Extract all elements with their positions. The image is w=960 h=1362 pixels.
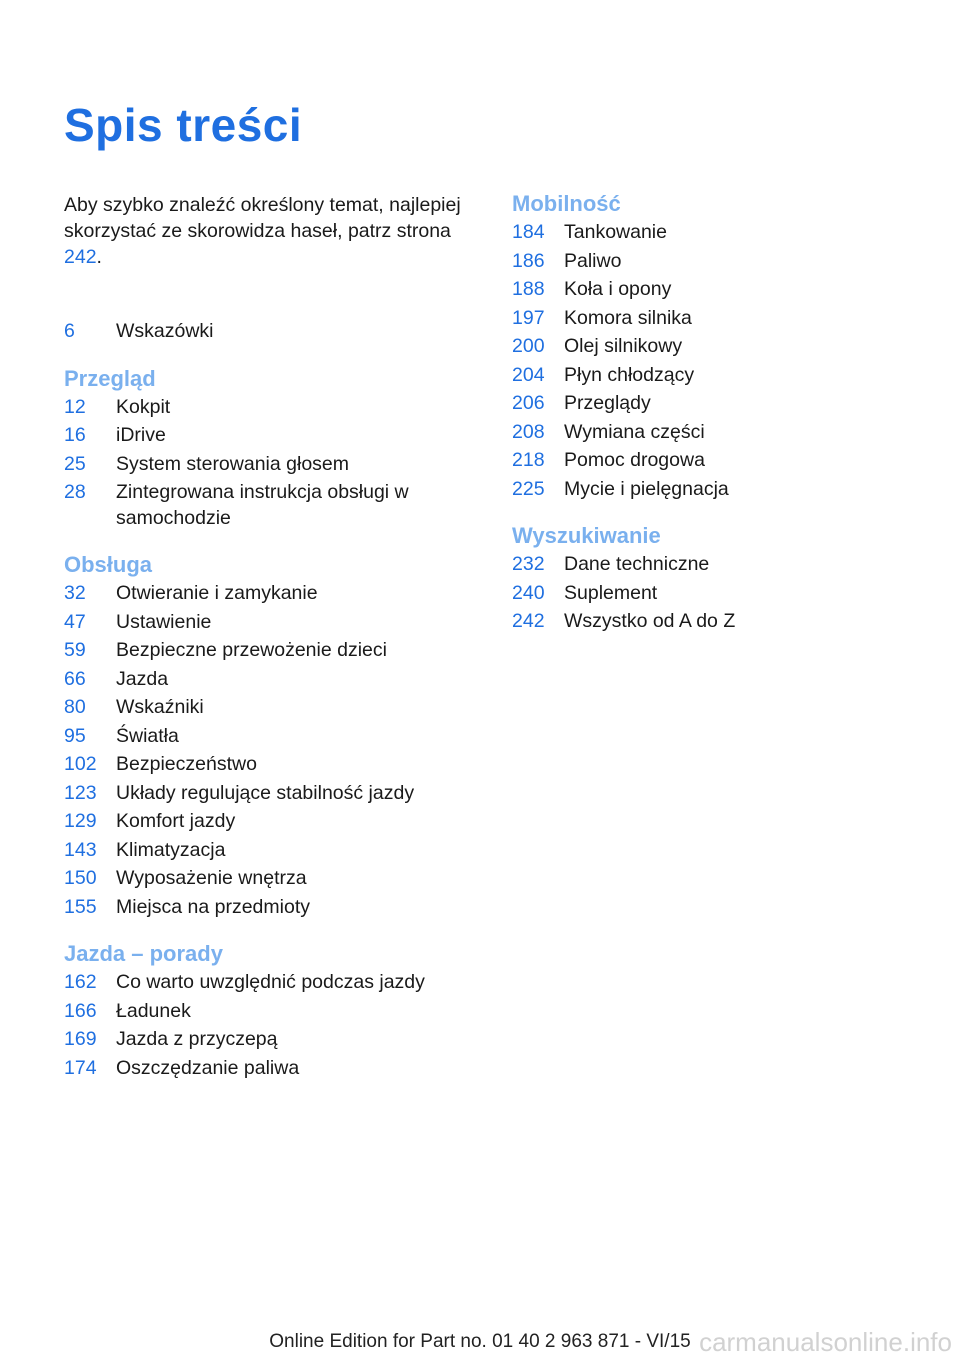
toc-page-number: 218 [512,449,545,471]
toc-page-number: 232 [512,553,545,575]
toc-entry[interactable] [512,391,932,417]
toc-entry[interactable] [64,638,484,664]
toc-entry-title: Wskaźniki [116,696,204,718]
toc-entry-title: Pomoc drogowa [564,449,705,471]
toc-entry-title: Płyn chłodzący [564,363,695,386]
toc-entry-title: System sterowania głosem [116,452,350,475]
toc-page-number: 206 [512,392,545,414]
toc-entry-title: Ustawienie [116,610,212,633]
toc-left-sections [64,365,484,1082]
toc-page-number: 25 [64,452,86,475]
toc-entry[interactable] [64,999,484,1025]
toc-page-number: 12 [64,395,86,418]
toc-entry[interactable] [64,1056,484,1082]
toc-entry-title: Miejsca na przedmioty [116,895,310,918]
toc-right-column [512,190,932,638]
toc-left-column [64,319,484,1084]
toc-entry[interactable] [512,448,932,474]
page-title: Spis treści [64,99,303,151]
toc-page-number: 32 [64,582,86,604]
toc-entry-title: Kokpit [116,395,171,418]
toc-page-number: 188 [512,278,545,300]
toc-entry-title: Wymiana części [564,420,705,443]
toc-entry[interactable] [512,363,932,389]
toc-entry[interactable] [64,452,484,478]
toc-entry-title: Klimatyzacja [116,838,226,861]
toc-entry-title: Mycie i pielęgnacja [564,477,729,500]
toc-entry-title: Otwieranie i zamykanie [116,582,318,604]
toc-entry-title: Zintegrowana instrukcja obsługi w samochodzie [116,481,409,529]
toc-entry[interactable] [64,395,484,421]
toc-entry-title: Oszczędzanie paliwa [116,1056,300,1079]
toc-entry[interactable] [512,306,932,332]
toc-page-number: 16 [64,424,86,446]
toc-entry[interactable] [64,667,484,693]
toc-entry[interactable] [64,480,484,531]
section-heading: Jazda – porady [64,941,223,966]
toc-entry[interactable] [512,581,932,607]
toc-page-number: 169 [64,1028,97,1050]
toc-entry[interactable] [64,581,484,607]
toc-page-number: 197 [512,306,545,329]
toc-page-number: 28 [64,481,86,503]
toc-page-number: 208 [512,420,545,443]
toc-entry-title: Wskazówki [116,320,214,342]
toc-entry-title: Układy regulujące stabilność jazdy [116,781,415,804]
toc-entry[interactable] [512,609,932,635]
toc-entry[interactable] [64,1027,484,1053]
toc-entry[interactable] [512,334,932,360]
toc-entry-title: Komora silnika [564,306,692,329]
toc-entry[interactable] [64,423,484,449]
toc-page-number: 204 [512,363,545,386]
toc-entry-title: Dane techniczne [564,553,710,575]
toc-entry[interactable] [64,809,484,835]
toc-entry-title: Komfort jazdy [116,810,236,832]
footer-edition: Online Edition for Part no. 01 40 2 963 871 - VI/15 [269,1331,691,1352]
watermark: carmanualsonline.info [699,1327,952,1357]
toc-page-number: 200 [512,335,545,357]
toc-entry[interactable] [64,752,484,778]
index-page-link[interactable]: 242 [64,246,97,268]
toc-page-number: 174 [64,1056,97,1079]
section-heading: Wyszukiwanie [512,523,661,548]
toc-entry-title: Bezpieczne przewożenie dzieci [116,639,387,661]
toc-entry[interactable] [512,477,932,503]
toc-page-number: 240 [512,581,545,604]
toc-entry-title: Bezpieczeństwo [116,753,257,775]
toc-entry[interactable] [64,695,484,721]
toc-entry[interactable] [64,866,484,892]
toc-entry-title: Wszystko od A do Z [564,610,736,632]
toc-entry[interactable] [64,610,484,636]
toc-entry-title: Światła [116,724,179,747]
toc-entry-title: Ładunek [116,999,191,1022]
toc-page-number: 186 [512,249,545,272]
toc-page-number: 150 [64,867,97,889]
toc-page-number: 59 [64,639,86,661]
toc-page-number: 6 [64,320,75,342]
toc-entry-title: Jazda z przyczepą [116,1028,278,1050]
toc-page-number: 66 [64,667,86,690]
toc-entry-title: Wyposażenie wnętrza [116,867,307,889]
toc-entry[interactable] [64,781,484,807]
toc-page-number: 102 [64,753,97,775]
toc-entry[interactable] [512,420,932,446]
toc-entry[interactable] [64,838,484,864]
toc-page-number: 95 [64,724,86,747]
toc-entry-title: iDrive [116,424,166,446]
toc-page-number: 242 [512,610,545,632]
toc-entry[interactable] [64,724,484,750]
section-heading: Mobilność [512,191,621,216]
toc-entry-title: Jazda [116,667,169,690]
toc-entry[interactable] [512,249,932,275]
toc-page-number: 155 [64,895,97,918]
toc-entry[interactable] [64,319,484,345]
toc-page-number: 129 [64,810,97,832]
toc-entry[interactable] [512,220,932,246]
intro-text: Aby szybko znaleźć określony temat, najlepiej skorzystać ze skorowidza haseł, patrz strona [64,194,461,242]
toc-page-number: 225 [512,477,545,500]
toc-right-sections [512,190,932,635]
toc-entry-title: Koła i opony [564,278,672,300]
toc-page-number: 162 [64,971,97,993]
toc-page-number: 143 [64,838,97,861]
section-heading: Obsługa [64,552,153,577]
toc-page-number: 47 [64,610,86,633]
toc-entry-title: Suplement [564,581,658,604]
toc-entry[interactable] [512,277,932,303]
toc-entry-title: Przeglądy [564,392,651,414]
toc-entry[interactable] [64,970,484,996]
toc-entry-title: Paliwo [564,249,622,272]
toc-entry[interactable] [512,552,932,578]
toc-page-number: 166 [64,999,97,1022]
toc-page-number: 123 [64,781,97,804]
intro-paragraph [64,192,484,270]
toc-entry[interactable] [64,895,484,921]
toc-page-number: 184 [512,221,545,243]
toc-entry-title: Tankowanie [564,221,667,243]
toc-entry-title: Olej silnikowy [564,335,683,357]
toc-entry-title: Co warto uwzględnić podczas jazdy [116,971,425,993]
section-heading: Przegląd [64,365,156,391]
toc-page-number: 80 [64,696,86,718]
intro-end: . [96,246,102,268]
